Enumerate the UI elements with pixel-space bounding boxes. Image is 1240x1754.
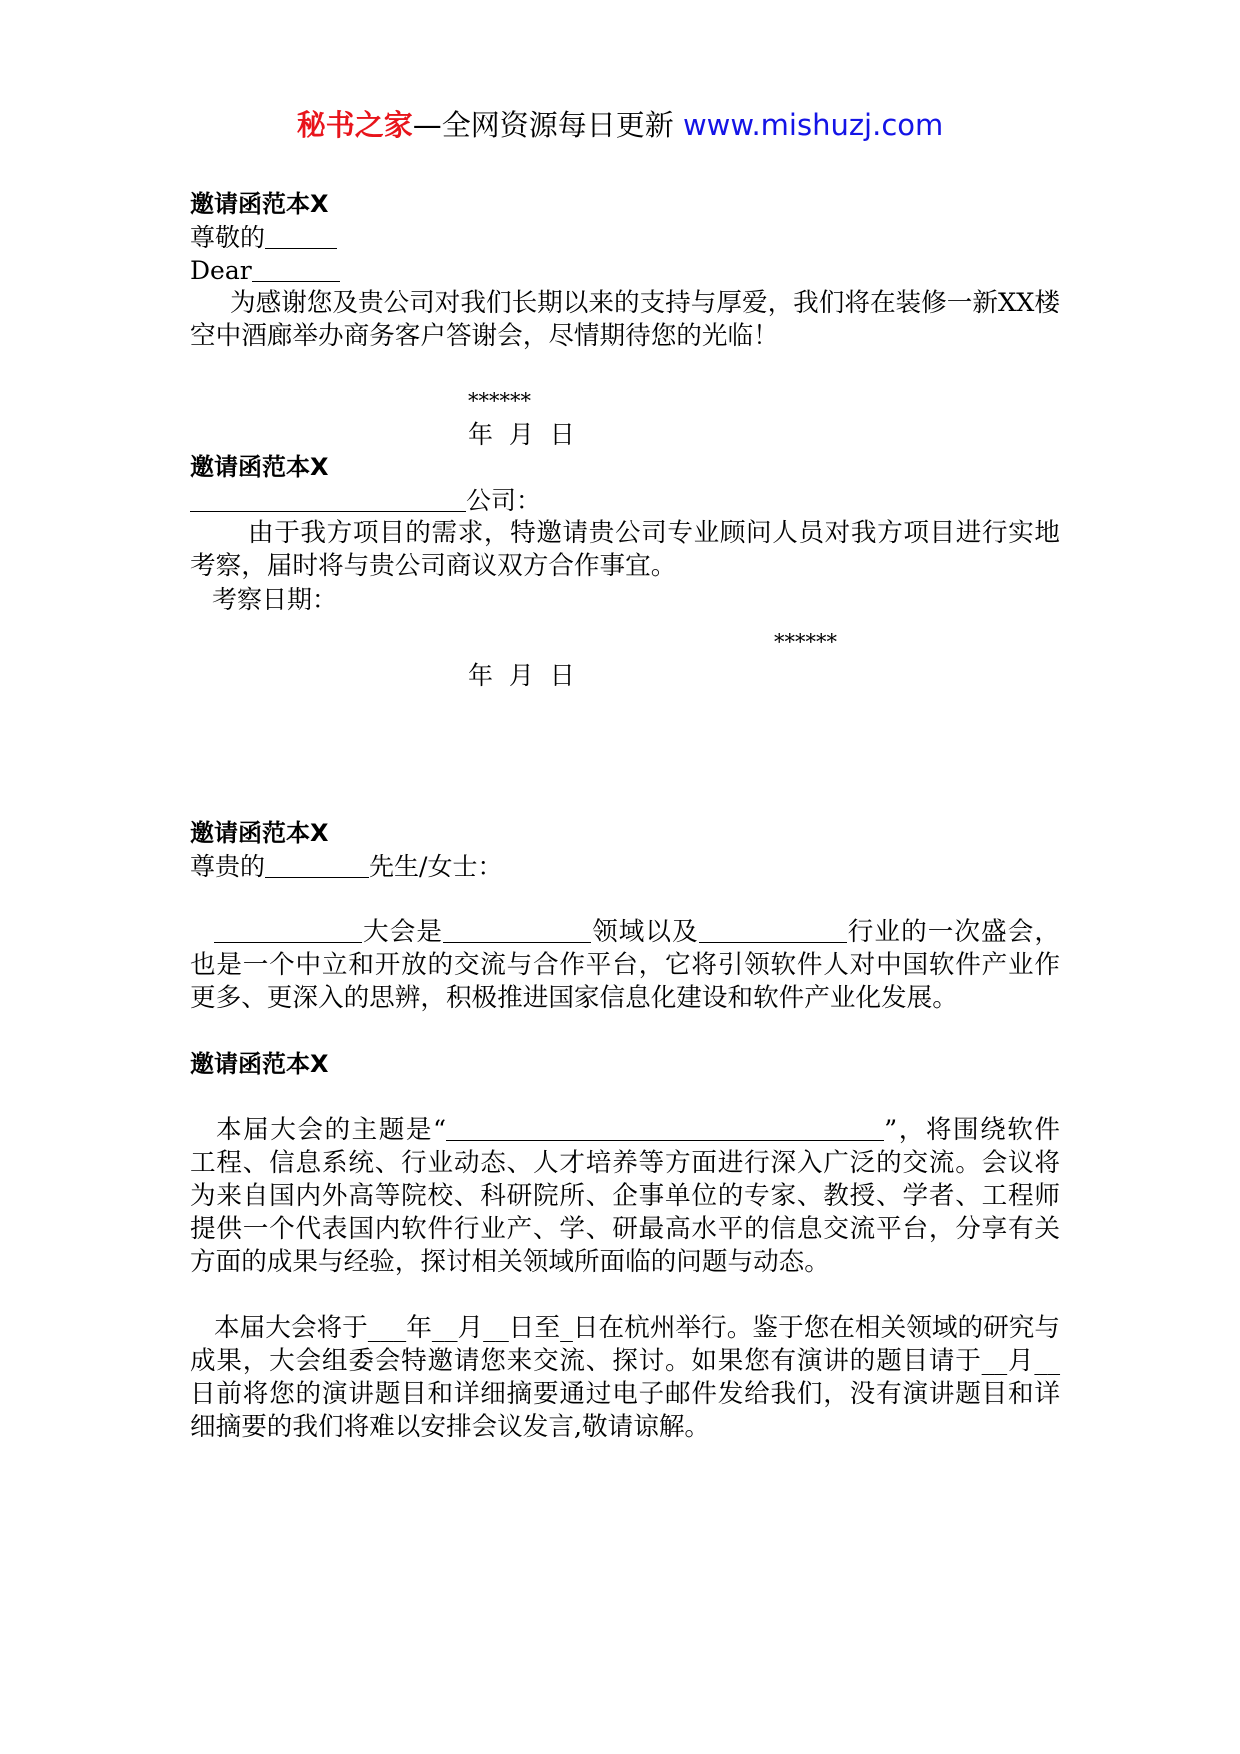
document-body bbox=[190, 188, 1060, 1444]
company-blank bbox=[190, 486, 466, 512]
section1-signature: ****** bbox=[468, 389, 531, 413]
section2-date: 年 月 日 bbox=[468, 661, 575, 690]
section2-body: 由于我方项目的需求，特邀请贵公司专业顾问人员对我方项目进行实地考察，届时将与贵公司商议双方合作事宜。 bbox=[190, 518, 1060, 581]
theme-blank bbox=[446, 1114, 884, 1141]
section4-schedule: 本届大会将于___年__月__日至_日在杭州举行。鉴于您在相关领域的研究与成果，大会组委会特邀请您来交流、探讨。如果您有演讲的题目请于__月__日前将您的演讲题目和详细摘要通过电子邮件发给我们，没有演讲题目和详细摘要的我们将难以安排会议发言,敬请谅解。 bbox=[190, 1313, 1060, 1442]
field-blank bbox=[443, 916, 591, 943]
name-blank bbox=[265, 852, 369, 878]
site-banner bbox=[0, 100, 1240, 150]
salutation-blank bbox=[265, 223, 337, 249]
section4-theme: 本届大会的主题是“ ”，将围绕软件工程、信息系统、行业动态、人才培养等方面进行深入广泛的交流。会议将为来自国内外高等院校、科研院所、企事单位的专家、教授、学者、工程师提供一个代表国内软件行业产、学、研最高水平的信息交流平台，分享有关方面的成果与经验，探讨相关领域所面临的问题与动态。 bbox=[190, 1115, 1060, 1277]
section2-inspection-date: 考察日期： bbox=[212, 585, 338, 614]
section1-date: 年 月 日 bbox=[468, 420, 575, 449]
section1-salutation-cn: 尊敬的 bbox=[190, 221, 1060, 254]
section1-heading: 邀请函范本X bbox=[190, 190, 329, 218]
conference-name-blank bbox=[214, 916, 362, 943]
salutation-blank bbox=[252, 256, 340, 282]
section1-salutation-en: Dear bbox=[190, 254, 1060, 287]
section2-addressee: 公司： bbox=[190, 484, 1060, 517]
section1-body: 为感谢您及贵公司对我们长期以来的支持与厚爱，我们将在装修一新XX楼空中酒廊举办商务客户答谢会，尽情期待您的光临！ bbox=[190, 288, 1060, 351]
industry-blank bbox=[699, 916, 847, 943]
site-url[interactable]: www.mishuzj.com bbox=[682, 108, 944, 142]
section3-salutation: 尊贵的 先生/女士： bbox=[190, 852, 503, 881]
section2-heading: 邀请函范本X bbox=[190, 453, 329, 481]
section3-heading: 邀请函范本X bbox=[190, 819, 329, 847]
site-slogan: —全网资源每日更新 bbox=[412, 108, 674, 142]
site-brand: 秘书之家 bbox=[296, 108, 413, 142]
section3-body: 大会是 领域以及 行业的一次盛会，也是一个中立和开放的交流与合作平台，它将引领软件人对中国软件产业作更多、更深入的思辨，积极推进国家信息化建设和软件产业化发展。 bbox=[190, 917, 1060, 1013]
section4-heading: 邀请函范本X bbox=[190, 1050, 329, 1078]
section2-signature: ****** bbox=[774, 630, 837, 654]
